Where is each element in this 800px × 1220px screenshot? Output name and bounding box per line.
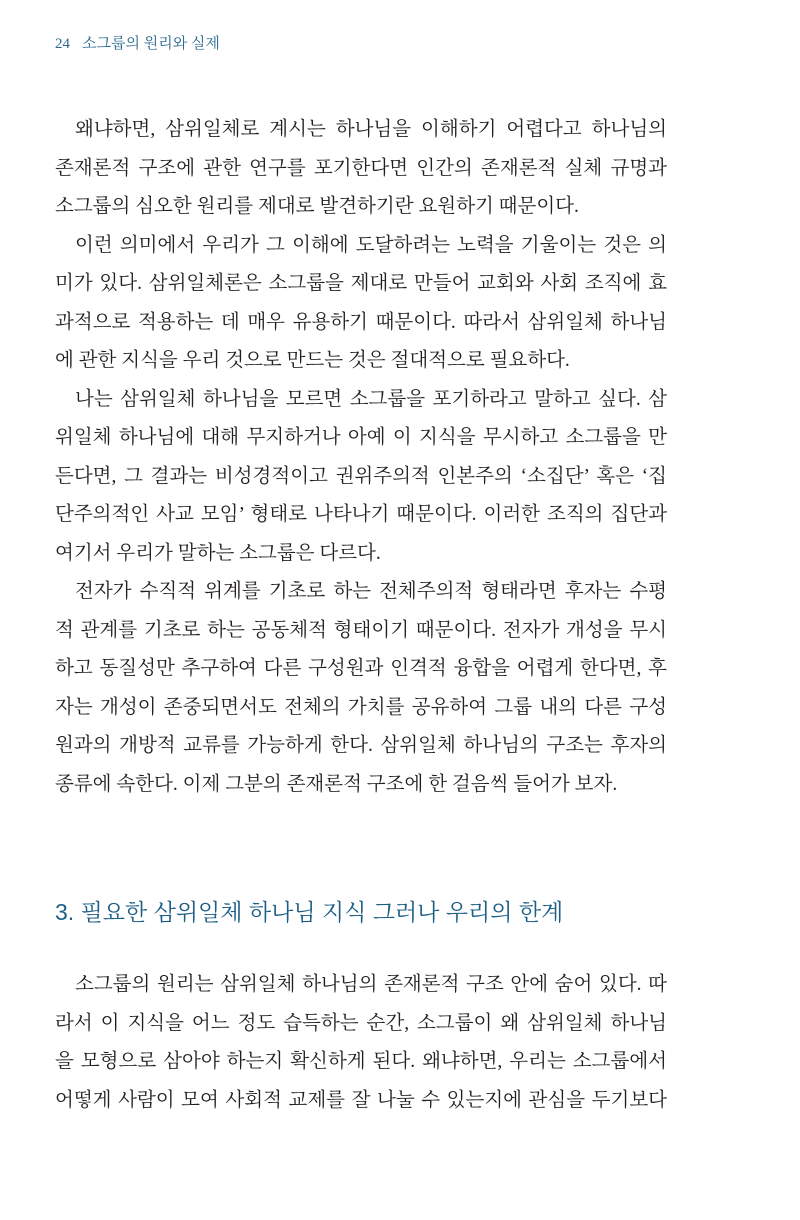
text-line: 에 관한 지식을 우리 것으로 만드는 것은 절대적으로 필요하다. xyxy=(55,350,570,371)
text-line: 소그룹의 원리는 삼위일체 하나님의 존재론적 구조 안에 숨어 있다. 따 xyxy=(75,974,667,995)
text-line: 든다면, 그 결과는 비성경적이고 권위주의적 인본주의 ‘소집단’ 혹은 ‘집 xyxy=(55,465,667,487)
text-line: 종류에 속한다. 이제 그분의 존재론적 구조에 한 걸음씩 들어가 보자. xyxy=(55,773,618,795)
text-line: 나는 삼위일체 하나님을 모르면 소그룹을 포기하라고 말하고 싶다. 삼 xyxy=(75,388,667,410)
text-line: 라서 이 지식을 어느 정도 습득하는 순간, 소그룹이 왜 삼위일체 하나님 xyxy=(55,1012,667,1034)
body-text-block-2 xyxy=(55,966,667,1120)
text-line: 적 관계를 기초로 하는 공동체적 형태이기 때문이다. 전자가 개성을 무시 xyxy=(55,619,667,641)
text-line: 과적으로 적용하는 데 매우 유용하기 때문이다. 따라서 삼위일체 하나님 xyxy=(55,311,667,333)
running-title: 소그룹의 원리와 실제 xyxy=(82,36,220,52)
text-line: 단주의적인 사교 모임’ 형태로 나타나기 때문이다. 이러한 조직의 집단과 xyxy=(55,504,667,525)
text-line: 전자가 수직적 위계를 기초로 하는 전체주의적 형태라면 후자는 수평 xyxy=(75,581,667,602)
text-line: 을 모형으로 삼아야 하는지 확신하게 된다. 왜냐하면, 우리는 소그룹에서 xyxy=(55,1051,667,1072)
text-line: 어떻게 사람이 모여 사회적 교제를 잘 나눌 수 있는지에 관심을 두기보다 xyxy=(55,1089,667,1111)
text-line: 존재론적 구조에 관한 연구를 포기한다면 인간의 존재론적 실체 규명과 xyxy=(55,157,667,179)
text-line: 여기서 우리가 말하는 소그룹은 다르다. xyxy=(55,542,381,564)
page-number: 24 xyxy=(55,36,70,52)
text-line: 소그룹의 심오한 원리를 제대로 발견하기란 요원하기 때문이다. xyxy=(55,196,579,217)
running-header xyxy=(55,34,220,54)
section-heading: 3. 필요한 삼위일체 하나님 지식 그러나 우리의 한계 xyxy=(55,899,564,925)
text-line: 이런 의미에서 우리가 그 이해에 도달하려는 노력을 기울이는 것은 의 xyxy=(75,234,667,256)
text-line: 자는 개성이 존중되면서도 전체의 가치를 공유하여 그룹 내의 다른 구성 xyxy=(55,696,667,718)
text-line: 왜냐하면, 삼위일체로 계시는 하나님을 이해하기 어렵다고 하나님의 xyxy=(75,119,667,140)
text-line: 미가 있다. 삼위일체론은 소그룹을 제대로 만들어 교회와 사회 조직에 효 xyxy=(55,273,667,294)
text-line: 원과의 개방적 교류를 가능하게 한다. 삼위일체 하나님의 구조는 후자의 xyxy=(55,735,667,756)
text-line: 위일체 하나님에 대해 무지하거나 아예 이 지식을 무시하고 소그룹을 만 xyxy=(55,427,667,448)
body-text-block-1 xyxy=(55,111,667,804)
text-line: 하고 동질성만 추구하여 다른 구성원과 인격적 융합을 어렵게 한다면, 후 xyxy=(55,658,667,679)
